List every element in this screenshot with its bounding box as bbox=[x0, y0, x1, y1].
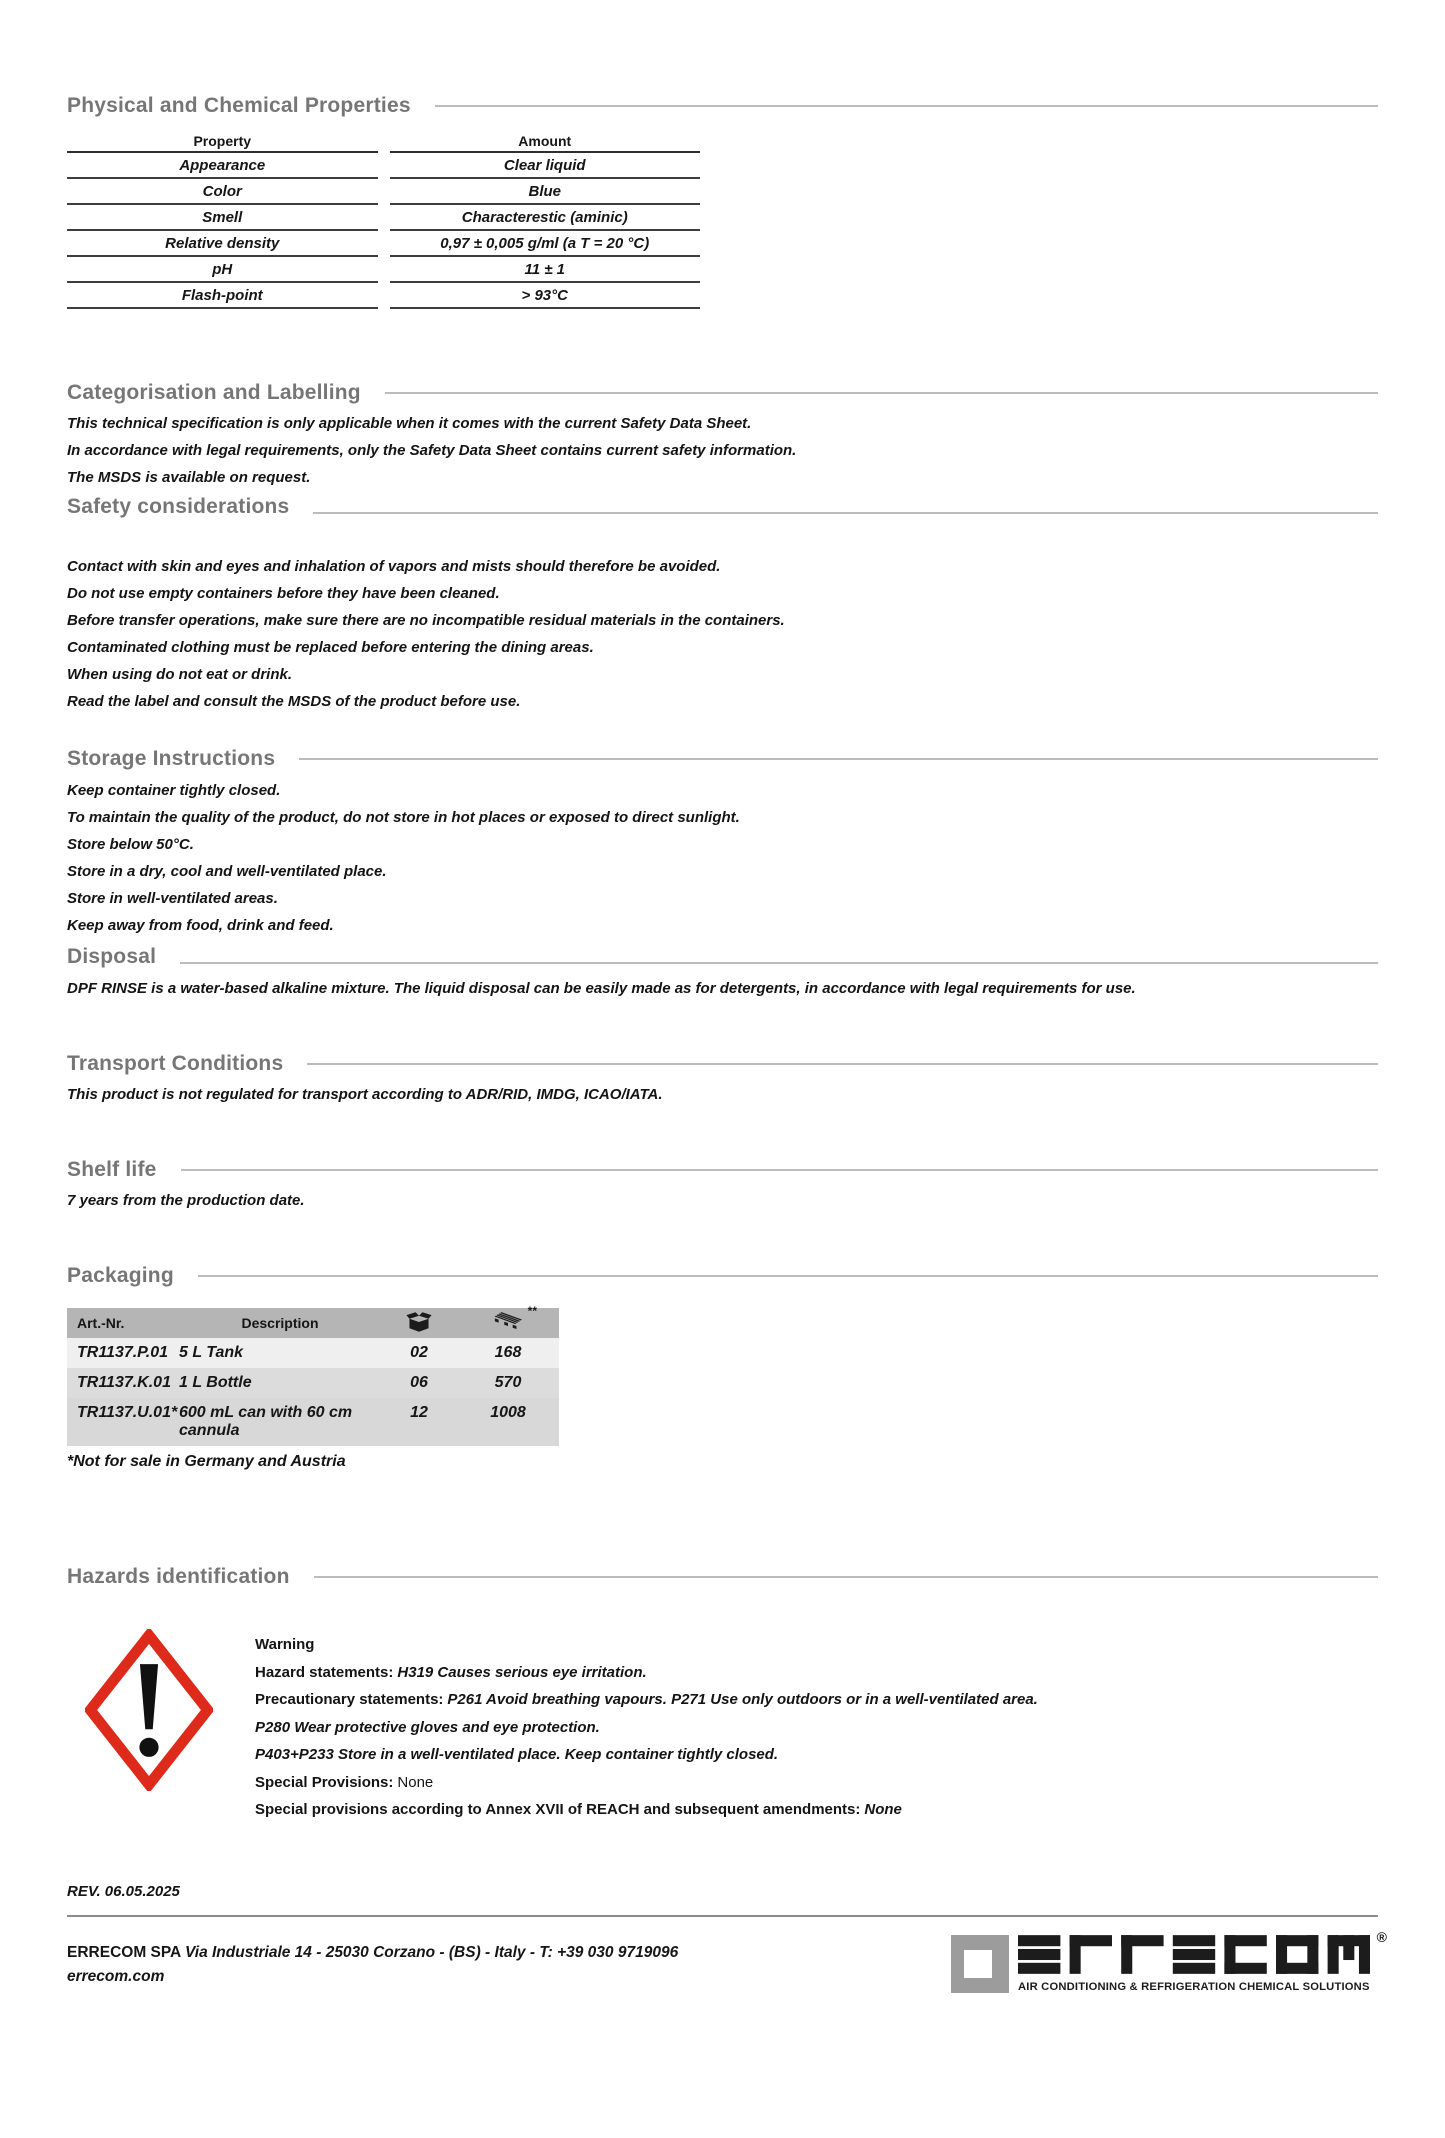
table-row bbox=[67, 205, 700, 231]
text-line: To maintain the quality of the product, do not store in hot places or exposed to direct sunlight. bbox=[67, 809, 740, 826]
statement-text: P403+P233 Store in a well-ventilated place. Keep container tightly closed. bbox=[255, 1746, 779, 1763]
per-pallet-cell: 1008 bbox=[490, 1404, 526, 1421]
company-address: Via Industriale 14 - 25030 Corzano - (BS) - Italy - T: +39 030 9719096 bbox=[185, 1943, 679, 1961]
property-cell: Appearance bbox=[67, 153, 378, 179]
properties-table bbox=[67, 132, 700, 309]
description-cell: 5 L Tank bbox=[179, 1344, 244, 1361]
company-name: ERRECOM SPA bbox=[67, 1943, 181, 1961]
property-cell: Smell bbox=[67, 205, 378, 231]
packaging-row bbox=[67, 1338, 559, 1368]
pallet-icon bbox=[493, 1304, 537, 1331]
per-pallet-cell: 570 bbox=[494, 1374, 522, 1391]
section-title: Hazards identification bbox=[67, 1565, 290, 1588]
transport-text: This product is not regulated for transport according to ADR/RID, IMDG, ICAO/IATA. bbox=[67, 1086, 663, 1103]
col-header-amount: Amount bbox=[390, 132, 701, 153]
statement-text: H319 Causes serious eye irritation. bbox=[397, 1663, 647, 1681]
special-provisions-label: Special Provisions: bbox=[255, 1773, 394, 1791]
amount-cell: 11 ± 1 bbox=[390, 257, 701, 283]
company-website: errecom.com bbox=[67, 1967, 165, 1985]
logo-wordmark bbox=[1018, 1935, 1370, 1974]
errecom-logo bbox=[951, 1928, 1387, 1993]
packaging-footnote: *Not for sale in Germany and Austria bbox=[67, 1453, 346, 1470]
statement-text: P280 Wear protective gloves and eye protection. bbox=[255, 1718, 600, 1736]
heading-rule bbox=[180, 962, 1378, 964]
text-line: When using do not eat or drink. bbox=[67, 666, 292, 683]
section-heading-categorisation bbox=[67, 381, 1378, 405]
table-row bbox=[67, 257, 700, 283]
section-heading-transport bbox=[67, 1052, 1378, 1076]
logo-tagline: AIR CONDITIONING & REFRIGERATION CHEMICAL SOLUTIONS bbox=[1018, 1980, 1370, 1993]
section-title: Physical and Chemical Properties bbox=[67, 94, 411, 117]
section-heading-disposal bbox=[67, 945, 1378, 969]
datasheet-page bbox=[0, 94, 1445, 1993]
amount-cell: > 93°C bbox=[390, 283, 701, 309]
amount-cell: 0,97 ± 0,005 g/ml (a T = 20 °C) bbox=[390, 231, 701, 257]
footer bbox=[67, 1928, 1387, 1993]
col-header-artnr: Art.-Nr. bbox=[77, 1315, 125, 1331]
section-title: Safety considerations bbox=[67, 495, 290, 518]
per-pallet-cell: 168 bbox=[494, 1344, 522, 1361]
text-line: In accordance with legal requirements, only the Safety Data Sheet contains current safety information. bbox=[67, 442, 797, 459]
property-cell: Color bbox=[67, 179, 378, 205]
text-line: Store in a dry, cool and well-ventilated place. bbox=[67, 863, 387, 880]
packaging-row bbox=[67, 1398, 559, 1446]
table-header-row bbox=[67, 132, 700, 153]
amount-cell: Blue bbox=[390, 179, 701, 205]
shelf-life-text: 7 years from the production date. bbox=[67, 1192, 305, 1209]
heading-rule bbox=[307, 1063, 1378, 1065]
safety-text bbox=[67, 553, 1378, 715]
col-header-description: Description bbox=[241, 1315, 319, 1331]
section-title: Packaging bbox=[67, 1264, 174, 1287]
section-title: Storage Instructions bbox=[67, 747, 276, 770]
section-title: Transport Conditions bbox=[67, 1052, 284, 1075]
heading-rule bbox=[313, 512, 1378, 514]
property-cell: pH bbox=[67, 257, 378, 283]
heading-rule bbox=[181, 1169, 1378, 1171]
heading-rule bbox=[299, 758, 1378, 760]
table-row bbox=[67, 231, 700, 257]
annex-label: Special provisions according to Annex XVII of REACH and subsequent amendments: bbox=[255, 1801, 861, 1818]
text-line: Contaminated clothing must be replaced before entering the dining areas. bbox=[67, 639, 594, 656]
table-row bbox=[67, 283, 700, 309]
section-title: Shelf life bbox=[67, 1158, 157, 1181]
text-line: Contact with skin and eyes and inhalation of vapors and mists should therefore be avoided. bbox=[67, 558, 721, 575]
section-title: Disposal bbox=[67, 945, 157, 968]
text-line: This technical specification is only applicable when it comes with the current Safety Data Sheet. bbox=[67, 415, 752, 432]
table-row bbox=[67, 179, 700, 205]
footer-divider bbox=[67, 1915, 1378, 1917]
per-box-cell: 02 bbox=[410, 1344, 428, 1361]
text-line: Store in well-ventilated areas. bbox=[67, 890, 278, 907]
heading-rule bbox=[314, 1576, 1378, 1578]
text-line: The MSDS is available on request. bbox=[67, 469, 311, 486]
amount-cell: Characterestic (aminic) bbox=[390, 205, 701, 231]
text-line: Store below 50°C. bbox=[67, 836, 194, 853]
registered-trademark-mark: ® bbox=[1376, 1928, 1387, 1945]
section-heading-shelf-life bbox=[67, 1158, 1378, 1182]
pallet-footnote-marker: ** bbox=[527, 1304, 537, 1318]
heading-rule bbox=[198, 1275, 1378, 1277]
artnr-cell: TR1137.P.01 bbox=[77, 1344, 169, 1361]
box-icon bbox=[406, 1310, 432, 1334]
statement-label: Hazard statements: bbox=[255, 1663, 394, 1681]
table-row bbox=[67, 153, 700, 179]
per-box-cell: 06 bbox=[410, 1374, 428, 1391]
text-line: Do not use empty containers before they have been cleaned. bbox=[67, 585, 500, 602]
section-heading-storage bbox=[67, 747, 1378, 771]
packaging-row bbox=[67, 1368, 559, 1398]
signal-word: Warning bbox=[255, 1636, 315, 1653]
property-cell: Relative density bbox=[67, 231, 378, 257]
ghs07-exclamation-pictogram-icon bbox=[85, 1629, 213, 1791]
heading-rule bbox=[435, 105, 1378, 107]
categorisation-text bbox=[67, 410, 1378, 491]
statement-label: Precautionary statements: bbox=[255, 1691, 444, 1708]
hazard-block bbox=[67, 1629, 1378, 1824]
section-heading-physical bbox=[67, 94, 1378, 118]
col-header-property: Property bbox=[67, 132, 378, 153]
section-title: Categorisation and Labelling bbox=[67, 381, 361, 404]
description-cell: 1 L Bottle bbox=[179, 1374, 252, 1391]
text-line: Keep away from food, drink and feed. bbox=[67, 917, 334, 934]
text-line: Read the label and consult the MSDS of the product before use. bbox=[67, 693, 521, 710]
logo-mark bbox=[951, 1935, 1009, 1993]
revision-date: REV. 06.05.2025 bbox=[67, 1882, 180, 1900]
packaging-table bbox=[67, 1304, 559, 1446]
text-line: Keep container tightly closed. bbox=[67, 782, 281, 799]
description-cell: 600 mL can with 60 cm cannula bbox=[179, 1404, 353, 1439]
special-provisions-value: None bbox=[397, 1773, 434, 1791]
annex-value: None bbox=[864, 1801, 902, 1818]
artnr-cell: TR1137.K.01 bbox=[77, 1374, 171, 1391]
logo-mark-inner-square bbox=[964, 1950, 992, 1978]
section-heading-hazards bbox=[67, 1565, 1378, 1589]
statement-text: P261 Avoid breathing vapours. P271 Use only outdoors or in a well-ventilated area. bbox=[447, 1691, 1038, 1708]
artnr-cell: TR1137.U.01* bbox=[77, 1404, 178, 1421]
packaging-header-row bbox=[67, 1304, 559, 1338]
per-box-cell: 12 bbox=[410, 1404, 428, 1421]
hazard-statements bbox=[255, 1629, 1038, 1824]
text-line: Before transfer operations, make sure there are no incompatible residual materials in the containers. bbox=[67, 612, 785, 629]
amount-cell: Clear liquid bbox=[390, 153, 701, 179]
heading-rule bbox=[385, 392, 1378, 394]
section-heading-safety bbox=[67, 495, 1378, 519]
section-heading-packaging bbox=[67, 1264, 1378, 1288]
disposal-text: DPF RINSE is a water-based alkaline mixture. The liquid disposal can be easily made as for detergents, in accordance with legal requirements for use. bbox=[67, 980, 1136, 997]
property-cell: Flash-point bbox=[67, 283, 378, 309]
storage-text bbox=[67, 777, 1378, 939]
